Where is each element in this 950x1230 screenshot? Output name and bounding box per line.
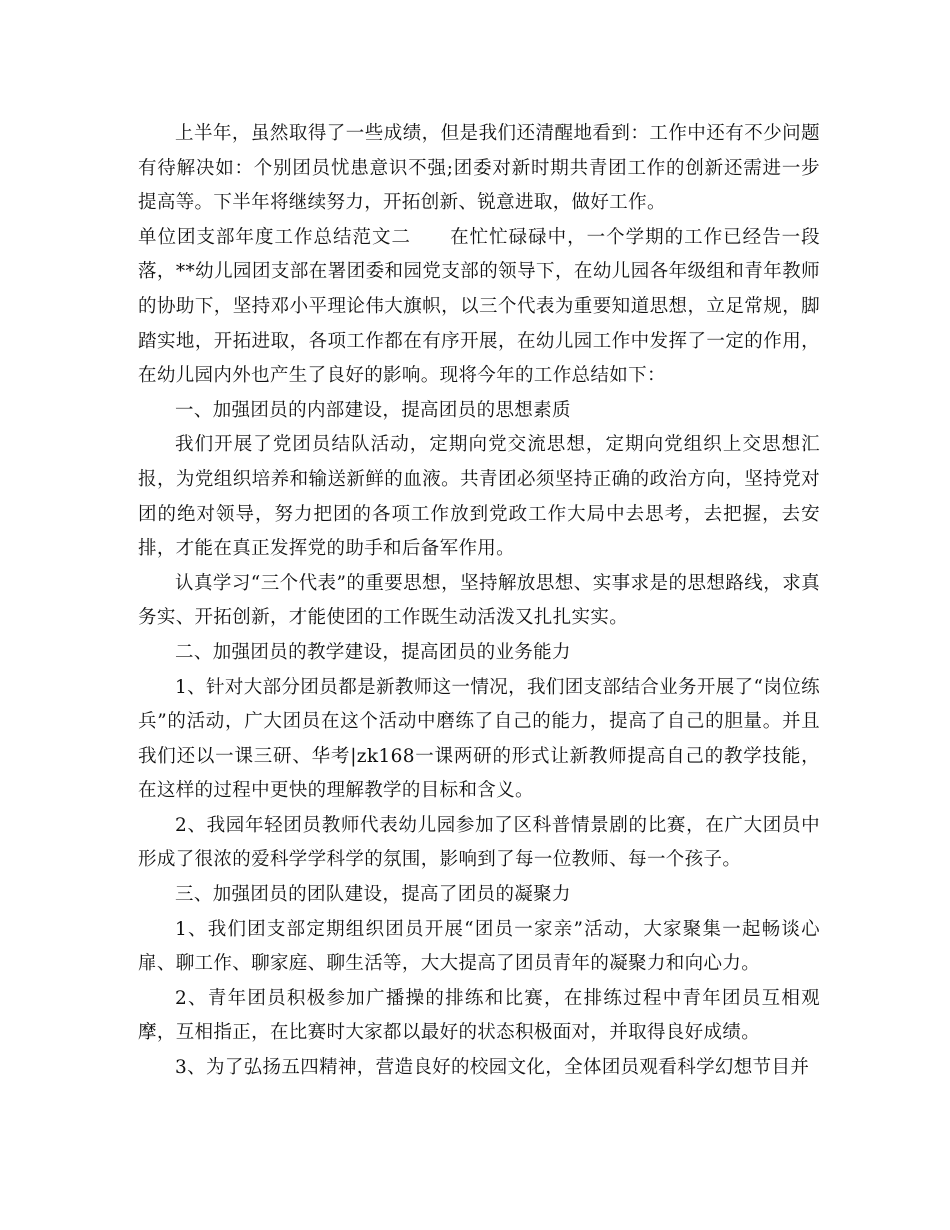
paragraph-broadcast-exercise: 2、青年团员积极参加广播操的排练和比赛，在排练过程中青年团员互相观摩，互相指正，在比赛时大家都以最好的状态积极面对，并取得良好成绩。 (138, 987, 820, 1044)
paragraph-family-activity: 1、我们团支部定期组织团员开展“团员一家亲”活动，大家聚集一起畅谈心扉、聊工作、聊家庭、聊生活等，大大提高了团员青年的凝聚力和向心力。 (138, 918, 820, 975)
paragraph-party-pairing: 我们开展了党团员结队活动，定期向党交流思想，定期向党组织上交思想汇报，为党组织培养和输送新鲜的血液。共青团必须坚持正确的政治方向，坚持党对团的绝对领导，努力把团的各项工作放到党政工作大局中去思考，去把握，去安排，才能在真正发挥党的助手和后备军作用。 (138, 434, 820, 560)
document-body (138, 117, 820, 1086)
paragraph-may-fourth: 3、为了弘扬五四精神，营造良好的校园文化，全体团员观看科学幻想节目并 (175, 1057, 810, 1079)
section-heading-one: 一、加强团员的内部建设，提高团员的思想素质 (175, 399, 571, 421)
section-heading-three: 三、加强团员的团队建设，提高了团员的凝聚力 (175, 884, 571, 906)
paragraph-article-two-intro: 单位团支部年度工作总结范文二 在忙忙碌碌中，一个学期的工作已经告一段落，**幼儿园团支部在署团委和园党支部的领导下，在幼儿园各年级组和青年教师的协助下，坚持邓小平理论伟大旗帜，以三个代表为重要知道思想，立足常规，脚踏实地，开拓进取，各项工作都在有序开展，在幼儿园工作中发挥了一定的作用，在幼儿园内外也产生了良好的影响。现将今年的工作总结如下： (138, 226, 820, 387)
paragraph-three-represents: 认真学习“三个代表”的重要思想，坚持解放思想、实事求是的思想路线，求真务实、开拓创新，才能使团的工作既生动活泼又扎扎实实。 (138, 572, 820, 629)
section-heading-two: 二、加强团员的教学建设，提高团员的业务能力 (175, 641, 571, 663)
paragraph-summary-first-half: 上半年，虽然取得了一些成绩，但是我们还清醒地看到：工作中还有不少问题有待解决如：个别团员忧患意识不强;团委对新时期共青团工作的创新还需进一步提高等。下半年将继续努力，开拓创新、锐意进取，做好工作。 (138, 123, 820, 214)
paragraph-science-drama: 2、我园年轻团员教师代表幼儿园参加了区科普情景剧的比赛，在广大团员中形成了很浓的爱科学学科学的氛围，影响到了每一位教师、每一个孩子。 (138, 814, 820, 871)
paragraph-teaching-practice: 1、针对大部分团员都是新教师这一情况，我们团支部结合业务开展了“岗位练兵”的活动，广大团员在这个活动中磨练了自己的能力，提高了自己的胆量。并且我们还以一课三研、华考|zk168一课两研的形式让新教师提高自己的教学技能，在这样的过程中更快的理解教学的目标和含义。 (138, 676, 820, 802)
